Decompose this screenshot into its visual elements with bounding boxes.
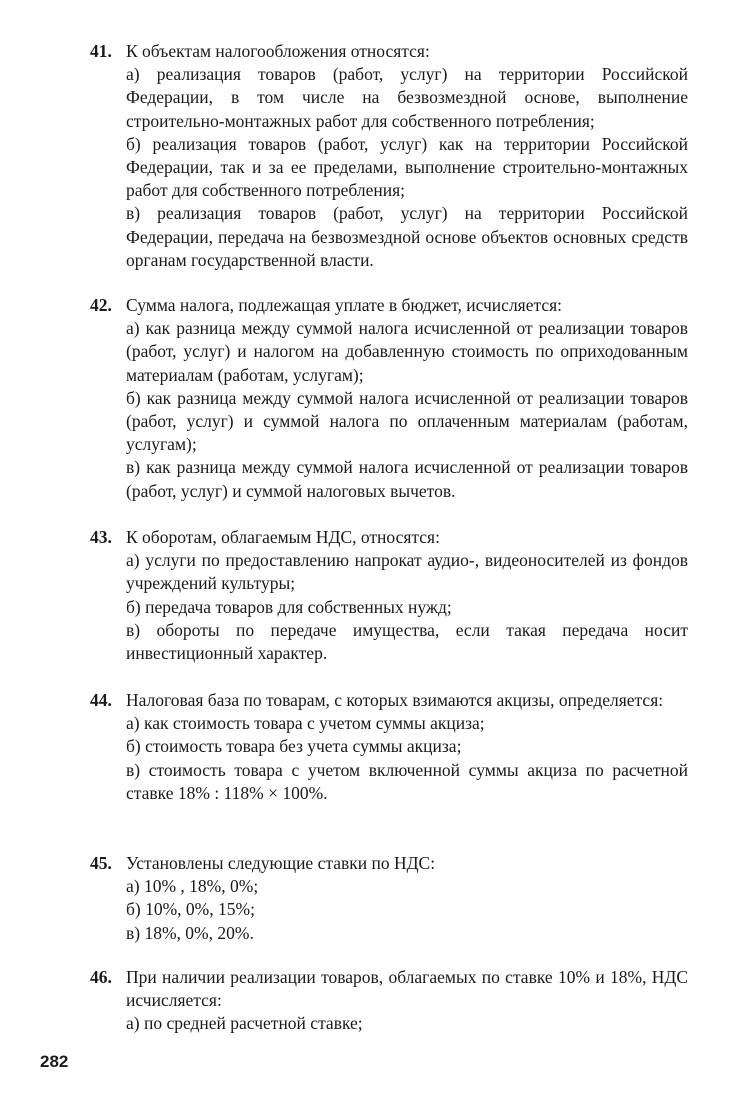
question-stem: Налоговая база по товарам, с которых взимаются акцизы, определяется: [126, 690, 664, 710]
question-45 [90, 852, 688, 945]
answer-option-c: в) реализация товаров (работ, услуг) на территории Российской Федерации, передача на безвозмездной основе объектов основных средств органам государственной власти. [126, 203, 688, 270]
answer-option-a: а) как стоимость товара с учетом суммы акциза; [126, 713, 485, 734]
answer-option-b: б) передача товаров для собственных нужд; [126, 596, 452, 617]
answer-option-b: б) 10%, 0%, 15%; [126, 899, 255, 920]
question-43 [90, 526, 688, 665]
answer-option-a: а) по средней расчетной ставке; [126, 1013, 363, 1034]
question-body [126, 852, 688, 945]
answer-option-a: а) 10% , 18%, 0%; [126, 876, 259, 897]
question-number: 46. [90, 967, 112, 987]
question-number: 42. [90, 295, 112, 315]
question-body [126, 966, 688, 1036]
question-stem: Сумма налога, подлежащая уплате в бюджет, исчисляется: [126, 295, 563, 315]
question-body [126, 294, 688, 503]
question-42 [90, 294, 688, 503]
answer-option-b: б) реализация товаров (работ, услуг) как на территории Российской Федерации, так и за ее пределами, выполнение строительно-монтажных работ для собственного потребления; [126, 133, 688, 201]
answer-option-a: а) реализация товаров (работ, услуг) на территории Российской Федерации, в том числе на безвозмездной основе, выполнение строительно-монтажных работ для собственного потребления; [126, 64, 688, 131]
question-stem: Установлены следующие ставки по НДС: [126, 853, 436, 873]
question-stem: При наличии реализации товаров, облагаемых по ставке 10% и 18%, НДС исчисляется: [126, 967, 688, 1011]
question-body [126, 40, 688, 272]
answer-option-c: в) 18%, 0%, 20%. [126, 922, 254, 943]
question-46 [90, 966, 688, 1036]
answer-option-c: в) обороты по передаче имущества, если такая передача носит инвестиционный характер. [126, 619, 688, 664]
question-body [126, 526, 688, 665]
question-body [126, 689, 688, 805]
question-41 [90, 40, 688, 272]
question-number: 45. [90, 853, 112, 873]
question-stem: К объектам налогообложения относятся: [126, 41, 430, 61]
answer-option-c: в) как разница между суммой налога исчисленной от реализации товаров (работ, услуг) и суммой налоговых вычетов. [126, 457, 688, 501]
answer-option-a: а) услуги по предоставлению напрокат аудио-, видеоносителей из фондов учреждений культуры; [126, 550, 688, 594]
answer-option-b: б) стоимость товара без учета суммы акциза; [126, 736, 462, 757]
question-number: 44. [90, 690, 112, 710]
page-number: 282 [40, 1052, 69, 1071]
answer-option-a: а) как разница между суммой налога исчисленной от реализации товаров (работ, услуг) и налогом на добавленную стоимость по оприходованным материалам (работам, услугам); [126, 318, 688, 385]
question-number: 43. [90, 527, 112, 547]
question-44 [90, 689, 688, 805]
question-stem: К оборотам, облагаемым НДС, относятся: [126, 527, 440, 547]
question-number: 41. [90, 41, 112, 61]
answer-option-b: б) как разница между суммой налога исчисленной от реализации товаров (работ, услуг) и суммой налога по оплаченным материалам (работам, услугам); [126, 387, 688, 455]
answer-option-c: в) стоимость товара с учетом включенной суммы акциза по расчетной ставке 18% : 118% × 100%. [126, 759, 688, 803]
